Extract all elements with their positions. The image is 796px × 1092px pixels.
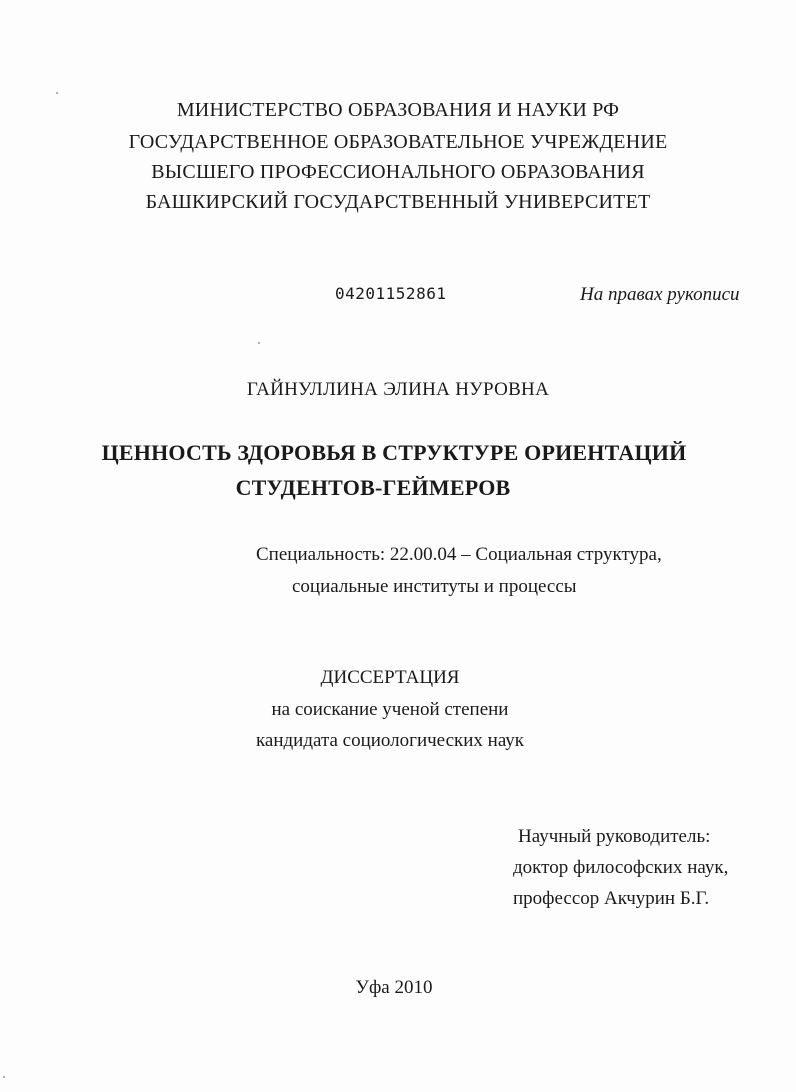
author-name: ГАЙНУЛЛИНА ЭЛИНА НУРОВНА — [246, 379, 550, 400]
thesis-title-line1: ЦЕННОСТЬ ЗДОРОВЬЯ В СТРУКТУРЕ ОРИЕНТАЦИЙ — [101, 440, 687, 465]
scan-speck — [3, 1076, 5, 1078]
city-year: Уфа 2010 — [355, 977, 433, 998]
catalog-code: 04201152861 — [335, 284, 447, 303]
thesis-title-line2: СТУДЕНТОВ-ГЕЙМЕРОВ — [235, 475, 511, 500]
header-line-institution: ГОСУДАРСТВЕННОЕ ОБРАЗОВАТЕЛЬНОЕ УЧРЕЖДЕНИЕ — [128, 131, 668, 153]
scan-speck — [258, 342, 260, 344]
manuscript-note: На правах рукописи — [580, 284, 740, 305]
supervisor-name: профессор Акчурин Б.Г. — [513, 888, 710, 909]
scan-speck — [56, 92, 58, 94]
specialty-line2: социальные институты и процессы — [292, 576, 577, 597]
header-line-university: БАШКИРСКИЙ ГОСУДАРСТВЕННЫЙ УНИВЕРСИТЕТ — [145, 191, 651, 213]
specialty-line1: Специальность: 22.00.04 – Социальная структура, — [256, 544, 662, 565]
dissertation-heading: ДИССЕРТАЦИЯ — [320, 667, 460, 688]
dissertation-degree-line1: на соискание ученой степени — [271, 699, 509, 720]
supervisor-label: Научный руководитель: — [518, 826, 711, 847]
header-line-ministry: МИНИСТЕРСТВО ОБРАЗОВАНИЯ И НАУКИ РФ — [176, 99, 620, 121]
dissertation-degree-line2: кандидата социологических наук — [255, 730, 525, 751]
supervisor-degree: доктор философских наук, — [513, 857, 729, 878]
header-line-education: ВЫСШЕГО ПРОФЕССИОНАЛЬНОГО ОБРАЗОВАНИЯ — [151, 161, 645, 183]
